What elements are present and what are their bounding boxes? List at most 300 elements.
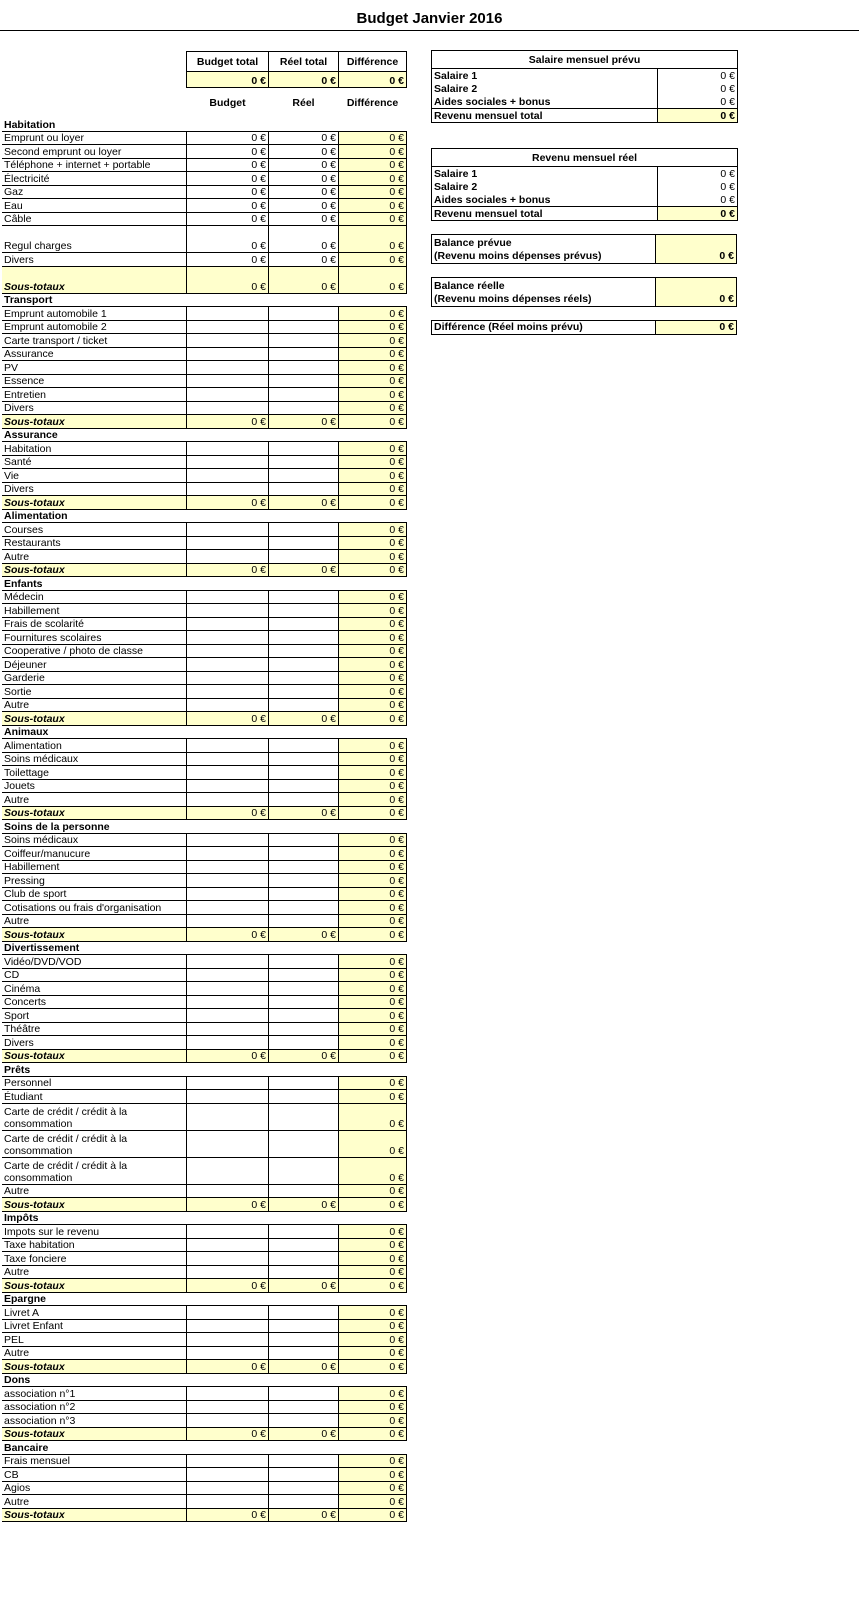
reel-cell[interactable]: 0 € bbox=[269, 185, 339, 199]
subtotal-difference[interactable]: 0 € bbox=[339, 1198, 407, 1212]
difference-value[interactable]: 0 € bbox=[656, 321, 737, 335]
budget-cell[interactable] bbox=[187, 1009, 269, 1023]
reel-cell[interactable] bbox=[269, 347, 339, 361]
difference-cell[interactable]: 0 € bbox=[339, 955, 407, 969]
reel-cell[interactable] bbox=[269, 361, 339, 375]
subtotal-label: Sous-totaux bbox=[2, 1279, 187, 1293]
budget-cell[interactable] bbox=[187, 1090, 269, 1104]
difference-cell[interactable]: 0 € bbox=[339, 968, 407, 982]
reel-cell[interactable] bbox=[269, 550, 339, 564]
difference-cell[interactable]: 0 € bbox=[339, 388, 407, 402]
budget-cell[interactable] bbox=[187, 1346, 269, 1360]
subtotal-budget[interactable]: 0 € bbox=[187, 1360, 269, 1374]
difference-cell[interactable]: 0 € bbox=[339, 334, 407, 348]
reel-cell[interactable] bbox=[269, 374, 339, 388]
difference-cell[interactable]: 0 € bbox=[339, 1130, 407, 1157]
reel-cell[interactable] bbox=[269, 982, 339, 996]
budget-cell[interactable]: 0 € bbox=[187, 158, 269, 172]
budget-cell[interactable] bbox=[187, 1157, 269, 1184]
reel-cell[interactable]: 0 € bbox=[269, 253, 339, 267]
budget-cell[interactable] bbox=[187, 860, 269, 874]
reel-cell[interactable] bbox=[269, 766, 339, 780]
summary-budget-total[interactable]: 0 € bbox=[187, 72, 269, 88]
reel-cell[interactable] bbox=[269, 631, 339, 645]
revenu-reel-value[interactable]: 0 € bbox=[658, 180, 738, 193]
difference-cell[interactable]: 0 € bbox=[339, 1009, 407, 1023]
budget-cell[interactable]: 0 € bbox=[187, 253, 269, 267]
reel-cell[interactable] bbox=[269, 968, 339, 982]
reel-cell[interactable] bbox=[269, 1130, 339, 1157]
budget-cell[interactable] bbox=[187, 968, 269, 982]
difference-cell[interactable]: 0 € bbox=[339, 374, 407, 388]
budget-cell[interactable] bbox=[187, 1036, 269, 1050]
difference-cell[interactable]: 0 € bbox=[339, 1103, 407, 1130]
budget-cell[interactable] bbox=[187, 995, 269, 1009]
difference-cell[interactable]: 0 € bbox=[339, 1414, 407, 1428]
difference-cell[interactable]: 0 € bbox=[339, 145, 407, 159]
budget-cell[interactable] bbox=[187, 1495, 269, 1509]
difference-cell[interactable]: 0 € bbox=[339, 793, 407, 807]
difference-cell[interactable]: 0 € bbox=[339, 1495, 407, 1509]
subtotal-reel[interactable]: 0 € bbox=[269, 1427, 339, 1441]
reel-cell[interactable] bbox=[269, 604, 339, 618]
subtotal-reel[interactable]: 0 € bbox=[269, 928, 339, 942]
difference-cell[interactable]: 0 € bbox=[339, 361, 407, 375]
subtotal-budget[interactable]: 0 € bbox=[187, 1427, 269, 1441]
reel-cell[interactable] bbox=[269, 1238, 339, 1252]
reel-cell[interactable] bbox=[269, 1103, 339, 1130]
subtotal-reel[interactable]: 0 € bbox=[269, 1279, 339, 1293]
budget-cell[interactable] bbox=[187, 1414, 269, 1428]
budget-cell[interactable] bbox=[187, 590, 269, 604]
budget-cell[interactable] bbox=[187, 536, 269, 550]
row-label: Autre bbox=[2, 1346, 187, 1360]
budget-cell[interactable] bbox=[187, 698, 269, 712]
table-row bbox=[2, 307, 407, 321]
reel-cell[interactable] bbox=[269, 1319, 339, 1333]
reel-cell[interactable] bbox=[269, 1225, 339, 1239]
budget-cell[interactable]: 0 € bbox=[187, 131, 269, 145]
difference-cell[interactable]: 0 € bbox=[339, 455, 407, 469]
reel-cell[interactable] bbox=[269, 455, 339, 469]
difference-cell[interactable]: 0 € bbox=[339, 1387, 407, 1401]
budget-cell[interactable] bbox=[187, 347, 269, 361]
budget-cell[interactable] bbox=[187, 793, 269, 807]
budget-cell[interactable] bbox=[187, 1130, 269, 1157]
reel-cell[interactable] bbox=[269, 590, 339, 604]
reel-cell[interactable] bbox=[269, 955, 339, 969]
reel-cell[interactable] bbox=[269, 887, 339, 901]
reel-cell[interactable] bbox=[269, 401, 339, 415]
reel-cell[interactable]: 0 € bbox=[269, 212, 339, 226]
budget-cell[interactable] bbox=[187, 833, 269, 847]
reel-cell[interactable] bbox=[269, 698, 339, 712]
reel-cell[interactable] bbox=[269, 1454, 339, 1468]
subtotal-difference[interactable]: 0 € bbox=[339, 1427, 407, 1441]
revenu-reel-value[interactable]: 0 € bbox=[658, 193, 738, 207]
reel-cell[interactable]: 0 € bbox=[269, 131, 339, 145]
difference-cell[interactable]: 0 € bbox=[339, 901, 407, 915]
budget-cell[interactable] bbox=[187, 982, 269, 996]
budget-cell[interactable] bbox=[187, 658, 269, 672]
subtotal-budget[interactable]: 0 € bbox=[187, 928, 269, 942]
subtotal-budget[interactable]: 0 € bbox=[187, 1049, 269, 1063]
budget-cell[interactable] bbox=[187, 1103, 269, 1130]
reel-cell[interactable] bbox=[269, 320, 339, 334]
difference-cell[interactable]: 0 € bbox=[339, 199, 407, 213]
reel-cell[interactable] bbox=[269, 442, 339, 456]
subtotal-budget[interactable]: 0 € bbox=[187, 563, 269, 577]
reel-cell[interactable]: 0 € bbox=[269, 158, 339, 172]
subtotal-reel[interactable]: 0 € bbox=[269, 1198, 339, 1212]
balance-prevue-line2: (Revenu moins dépenses prévus) bbox=[434, 250, 602, 262]
difference-cell[interactable]: 0 € bbox=[339, 847, 407, 861]
table-row bbox=[2, 590, 407, 604]
reel-cell[interactable] bbox=[269, 1252, 339, 1266]
budget-cell[interactable] bbox=[187, 1238, 269, 1252]
reel-cell[interactable] bbox=[269, 1495, 339, 1509]
reel-cell[interactable] bbox=[269, 779, 339, 793]
difference-cell[interactable]: 0 € bbox=[339, 671, 407, 685]
subtotal-budget[interactable]: 0 € bbox=[187, 712, 269, 726]
budget-cell[interactable] bbox=[187, 617, 269, 631]
difference-cell[interactable]: 0 € bbox=[339, 1238, 407, 1252]
budget-cell[interactable] bbox=[187, 779, 269, 793]
reel-cell[interactable] bbox=[269, 685, 339, 699]
difference-cell[interactable]: 0 € bbox=[339, 590, 407, 604]
reel-cell[interactable] bbox=[269, 1333, 339, 1347]
difference-cell[interactable]: 0 € bbox=[339, 158, 407, 172]
subtotal-difference[interactable]: 0 € bbox=[339, 415, 407, 429]
budget-cell[interactable]: 0 € bbox=[187, 212, 269, 226]
difference-cell[interactable]: 0 € bbox=[339, 1157, 407, 1184]
budget-cell[interactable] bbox=[187, 388, 269, 402]
subtotal-budget[interactable]: 0 € bbox=[187, 415, 269, 429]
row-label: Étudiant bbox=[2, 1090, 187, 1104]
subtotal-reel[interactable]: 0 € bbox=[269, 806, 339, 820]
subtotal-reel[interactable]: 0 € bbox=[269, 563, 339, 577]
budget-cell[interactable] bbox=[187, 671, 269, 685]
difference-cell[interactable]: 0 € bbox=[339, 631, 407, 645]
difference-cell[interactable]: 0 € bbox=[339, 1346, 407, 1360]
reel-cell[interactable] bbox=[269, 1090, 339, 1104]
difference-cell[interactable]: 0 € bbox=[339, 766, 407, 780]
difference-cell[interactable]: 0 € bbox=[339, 1454, 407, 1468]
budget-cell[interactable] bbox=[187, 1265, 269, 1279]
row-label: Taxe habitation bbox=[2, 1238, 187, 1252]
difference-cell[interactable]: 0 € bbox=[339, 1265, 407, 1279]
budget-cell[interactable] bbox=[187, 1184, 269, 1198]
reel-cell[interactable] bbox=[269, 1022, 339, 1036]
reel-cell[interactable] bbox=[269, 752, 339, 766]
difference-cell[interactable]: 0 € bbox=[339, 185, 407, 199]
reel-cell[interactable] bbox=[269, 523, 339, 537]
reel-cell[interactable]: 0 € bbox=[269, 172, 339, 186]
difference-cell[interactable]: 0 € bbox=[339, 982, 407, 996]
difference-cell[interactable]: 0 € bbox=[339, 739, 407, 753]
row-label: Soins médicaux bbox=[2, 752, 187, 766]
budget-cell[interactable]: 0 € bbox=[187, 172, 269, 186]
reel-cell[interactable] bbox=[269, 1387, 339, 1401]
difference-cell[interactable]: 0 € bbox=[339, 1076, 407, 1090]
budget-cell[interactable] bbox=[187, 1400, 269, 1414]
reel-cell[interactable]: 0 € bbox=[269, 226, 339, 253]
difference-cell[interactable]: 0 € bbox=[339, 1468, 407, 1482]
budget-cell[interactable] bbox=[187, 685, 269, 699]
budget-cell[interactable] bbox=[187, 887, 269, 901]
difference-cell[interactable]: 0 € bbox=[339, 995, 407, 1009]
difference-cell[interactable]: 0 € bbox=[339, 1225, 407, 1239]
reel-cell[interactable] bbox=[269, 388, 339, 402]
budget-cell[interactable] bbox=[187, 1481, 269, 1495]
budget-cell[interactable] bbox=[187, 307, 269, 321]
salaire-prevu-total-label: Revenu mensuel total bbox=[432, 109, 658, 123]
budget-cell[interactable] bbox=[187, 644, 269, 658]
row-label: Divers bbox=[2, 253, 187, 267]
budget-cell[interactable] bbox=[187, 401, 269, 415]
reel-cell[interactable] bbox=[269, 914, 339, 928]
salaire-prevu-value[interactable]: 0 € bbox=[658, 82, 738, 95]
budget-cell[interactable] bbox=[187, 1333, 269, 1347]
reel-cell[interactable] bbox=[269, 1009, 339, 1023]
subtotal-difference[interactable]: 0 € bbox=[339, 1508, 407, 1522]
reel-cell[interactable] bbox=[269, 482, 339, 496]
budget-cell[interactable] bbox=[187, 550, 269, 564]
revenu-reel-value[interactable]: 0 € bbox=[658, 167, 738, 181]
difference-cell[interactable]: 0 € bbox=[339, 1184, 407, 1198]
reel-cell[interactable] bbox=[269, 1400, 339, 1414]
reel-cell[interactable] bbox=[269, 1306, 339, 1320]
row-label: Autre bbox=[2, 698, 187, 712]
difference-cell[interactable]: 0 € bbox=[339, 401, 407, 415]
reel-cell[interactable] bbox=[269, 469, 339, 483]
reel-cell[interactable] bbox=[269, 1481, 339, 1495]
table-row bbox=[2, 1481, 407, 1495]
budget-cell[interactable] bbox=[187, 523, 269, 537]
table-row bbox=[2, 914, 407, 928]
budget-cell[interactable] bbox=[187, 320, 269, 334]
reel-cell[interactable] bbox=[269, 1346, 339, 1360]
reel-cell[interactable] bbox=[269, 739, 339, 753]
budget-cell[interactable]: 0 € bbox=[187, 199, 269, 213]
difference-cell[interactable]: 0 € bbox=[339, 307, 407, 321]
budget-cell[interactable] bbox=[187, 1306, 269, 1320]
budget-cell[interactable] bbox=[187, 752, 269, 766]
subtotal-difference[interactable]: 0 € bbox=[339, 712, 407, 726]
section-title: Alimentation bbox=[4, 510, 68, 522]
difference-cell[interactable]: 0 € bbox=[339, 1306, 407, 1320]
budget-cell[interactable] bbox=[187, 955, 269, 969]
subtotal-difference[interactable]: 0 € bbox=[339, 806, 407, 820]
difference-cell[interactable]: 0 € bbox=[339, 131, 407, 145]
difference-cell[interactable]: 0 € bbox=[339, 1036, 407, 1050]
difference-cell[interactable]: 0 € bbox=[339, 523, 407, 537]
subtotal-budget[interactable]: 0 € bbox=[187, 1508, 269, 1522]
reel-cell[interactable] bbox=[269, 536, 339, 550]
budget-cell[interactable] bbox=[187, 1387, 269, 1401]
subtotal-reel[interactable]: 0 € bbox=[269, 1049, 339, 1063]
difference-cell[interactable]: 0 € bbox=[339, 226, 407, 253]
budget-cell[interactable] bbox=[187, 334, 269, 348]
reel-cell[interactable] bbox=[269, 1076, 339, 1090]
subtotal-budget[interactable]: 0 € bbox=[187, 1198, 269, 1212]
difference-cell[interactable]: 0 € bbox=[339, 172, 407, 186]
reel-cell[interactable] bbox=[269, 1036, 339, 1050]
budget-cell[interactable] bbox=[187, 766, 269, 780]
subtotal-reel[interactable]: 0 € bbox=[269, 415, 339, 429]
difference-cell[interactable]: 0 € bbox=[339, 253, 407, 267]
subtotal-row bbox=[2, 928, 407, 942]
difference-cell[interactable]: 0 € bbox=[339, 617, 407, 631]
reel-cell[interactable] bbox=[269, 1157, 339, 1184]
reel-cell[interactable] bbox=[269, 901, 339, 915]
reel-cell[interactable] bbox=[269, 793, 339, 807]
subtotal-reel[interactable]: 0 € bbox=[269, 1360, 339, 1374]
budget-cell[interactable] bbox=[187, 1454, 269, 1468]
subtotal-difference[interactable]: 0 € bbox=[339, 1279, 407, 1293]
subtotal-difference[interactable]: 0 € bbox=[339, 266, 407, 293]
summary-difference[interactable]: 0 € bbox=[339, 72, 407, 88]
summary-reel-total[interactable]: 0 € bbox=[269, 72, 339, 88]
reel-cell[interactable] bbox=[269, 1265, 339, 1279]
reel-cell[interactable] bbox=[269, 658, 339, 672]
difference-cell[interactable]: 0 € bbox=[339, 1022, 407, 1036]
subtotal-budget[interactable]: 0 € bbox=[187, 266, 269, 293]
budget-cell[interactable] bbox=[187, 1022, 269, 1036]
difference-cell[interactable]: 0 € bbox=[339, 482, 407, 496]
difference-cell[interactable]: 0 € bbox=[339, 833, 407, 847]
budget-cell[interactable] bbox=[187, 1319, 269, 1333]
subtotal-difference[interactable]: 0 € bbox=[339, 563, 407, 577]
revenu-reel-total-value[interactable]: 0 € bbox=[658, 207, 738, 221]
difference-cell[interactable]: 0 € bbox=[339, 320, 407, 334]
difference-cell[interactable]: 0 € bbox=[339, 779, 407, 793]
reel-cell[interactable]: 0 € bbox=[269, 199, 339, 213]
reel-cell[interactable] bbox=[269, 1414, 339, 1428]
subtotal-budget[interactable]: 0 € bbox=[187, 806, 269, 820]
budget-cell[interactable] bbox=[187, 361, 269, 375]
budget-cell[interactable]: 0 € bbox=[187, 145, 269, 159]
subtotal-budget[interactable]: 0 € bbox=[187, 1279, 269, 1293]
reel-cell[interactable] bbox=[269, 644, 339, 658]
subtotal-reel[interactable]: 0 € bbox=[269, 266, 339, 293]
difference-cell[interactable]: 0 € bbox=[339, 874, 407, 888]
difference-cell[interactable]: 0 € bbox=[339, 1090, 407, 1104]
budget-cell[interactable] bbox=[187, 1076, 269, 1090]
reel-cell[interactable] bbox=[269, 1468, 339, 1482]
reel-cell[interactable] bbox=[269, 833, 339, 847]
difference-cell[interactable]: 0 € bbox=[339, 212, 407, 226]
reel-cell[interactable] bbox=[269, 847, 339, 861]
difference-cell[interactable]: 0 € bbox=[339, 550, 407, 564]
difference-cell[interactable]: 0 € bbox=[339, 1252, 407, 1266]
reel-cell[interactable] bbox=[269, 1184, 339, 1198]
balance-prevue-value[interactable]: 0 € bbox=[656, 235, 737, 264]
subtotal-difference[interactable]: 0 € bbox=[339, 928, 407, 942]
reel-cell[interactable] bbox=[269, 307, 339, 321]
budget-cell[interactable] bbox=[187, 914, 269, 928]
budget-cell[interactable] bbox=[187, 482, 269, 496]
difference-cell[interactable]: 0 € bbox=[339, 347, 407, 361]
difference-cell[interactable]: 0 € bbox=[339, 658, 407, 672]
difference-cell[interactable]: 0 € bbox=[339, 442, 407, 456]
difference-cell[interactable]: 0 € bbox=[339, 1319, 407, 1333]
reel-cell[interactable]: 0 € bbox=[269, 145, 339, 159]
subtotal-difference[interactable]: 0 € bbox=[339, 1360, 407, 1374]
budget-cell[interactable] bbox=[187, 901, 269, 915]
budget-cell[interactable] bbox=[187, 631, 269, 645]
difference-cell[interactable]: 0 € bbox=[339, 914, 407, 928]
budget-cell[interactable] bbox=[187, 1468, 269, 1482]
subtotal-reel[interactable]: 0 € bbox=[269, 496, 339, 510]
balance-reelle-value[interactable]: 0 € bbox=[656, 278, 737, 307]
difference-cell[interactable]: 0 € bbox=[339, 887, 407, 901]
section-header bbox=[2, 509, 407, 523]
subtotal-reel[interactable]: 0 € bbox=[269, 1508, 339, 1522]
subtotal-reel[interactable]: 0 € bbox=[269, 712, 339, 726]
reel-cell[interactable] bbox=[269, 617, 339, 631]
budget-cell[interactable] bbox=[187, 469, 269, 483]
difference-cell[interactable]: 0 € bbox=[339, 604, 407, 618]
table-row bbox=[2, 482, 407, 496]
budget-cell[interactable]: 0 € bbox=[187, 226, 269, 253]
table-row bbox=[2, 1414, 407, 1428]
difference-cell[interactable]: 0 € bbox=[339, 1481, 407, 1495]
difference-cell[interactable]: 0 € bbox=[339, 752, 407, 766]
subtotal-budget[interactable]: 0 € bbox=[187, 496, 269, 510]
row-label: Câble bbox=[2, 212, 187, 226]
difference-cell[interactable]: 0 € bbox=[339, 698, 407, 712]
reel-cell[interactable] bbox=[269, 860, 339, 874]
difference-cell[interactable]: 0 € bbox=[339, 1400, 407, 1414]
subtotal-difference[interactable]: 0 € bbox=[339, 1049, 407, 1063]
revenu-reel-label: Aides sociales + bonus bbox=[432, 193, 658, 207]
table-row bbox=[2, 1400, 407, 1414]
reel-cell[interactable] bbox=[269, 334, 339, 348]
salaire-prevu-label: Salaire 1 bbox=[432, 69, 658, 83]
budget-cell[interactable] bbox=[187, 847, 269, 861]
table-row bbox=[2, 955, 407, 969]
section-title: Assurance bbox=[4, 429, 58, 441]
subtotal-difference[interactable]: 0 € bbox=[339, 496, 407, 510]
salaire-prevu-value[interactable]: 0 € bbox=[658, 69, 738, 83]
difference-cell[interactable]: 0 € bbox=[339, 1333, 407, 1347]
budget-cell[interactable]: 0 € bbox=[187, 185, 269, 199]
budget-cell[interactable] bbox=[187, 604, 269, 618]
reel-cell[interactable] bbox=[269, 995, 339, 1009]
table-row bbox=[2, 1022, 407, 1036]
difference-cell[interactable]: 0 € bbox=[339, 469, 407, 483]
salaire-prevu-total-value[interactable]: 0 € bbox=[658, 109, 738, 123]
budget-cell[interactable] bbox=[187, 455, 269, 469]
budget-cell[interactable] bbox=[187, 1252, 269, 1266]
salaire-prevu-value[interactable]: 0 € bbox=[658, 95, 738, 109]
reel-cell[interactable] bbox=[269, 874, 339, 888]
difference-cell[interactable]: 0 € bbox=[339, 536, 407, 550]
row-label: Emprunt automobile 1 bbox=[2, 307, 187, 321]
budget-cell[interactable] bbox=[187, 874, 269, 888]
difference-cell[interactable]: 0 € bbox=[339, 685, 407, 699]
row-label: Électricité bbox=[2, 172, 187, 186]
budget-cell[interactable] bbox=[187, 374, 269, 388]
difference-cell[interactable]: 0 € bbox=[339, 860, 407, 874]
budget-cell[interactable] bbox=[187, 739, 269, 753]
difference-cell[interactable]: 0 € bbox=[339, 644, 407, 658]
budget-cell[interactable] bbox=[187, 442, 269, 456]
budget-cell[interactable] bbox=[187, 1225, 269, 1239]
table-row bbox=[2, 320, 407, 334]
reel-cell[interactable] bbox=[269, 671, 339, 685]
